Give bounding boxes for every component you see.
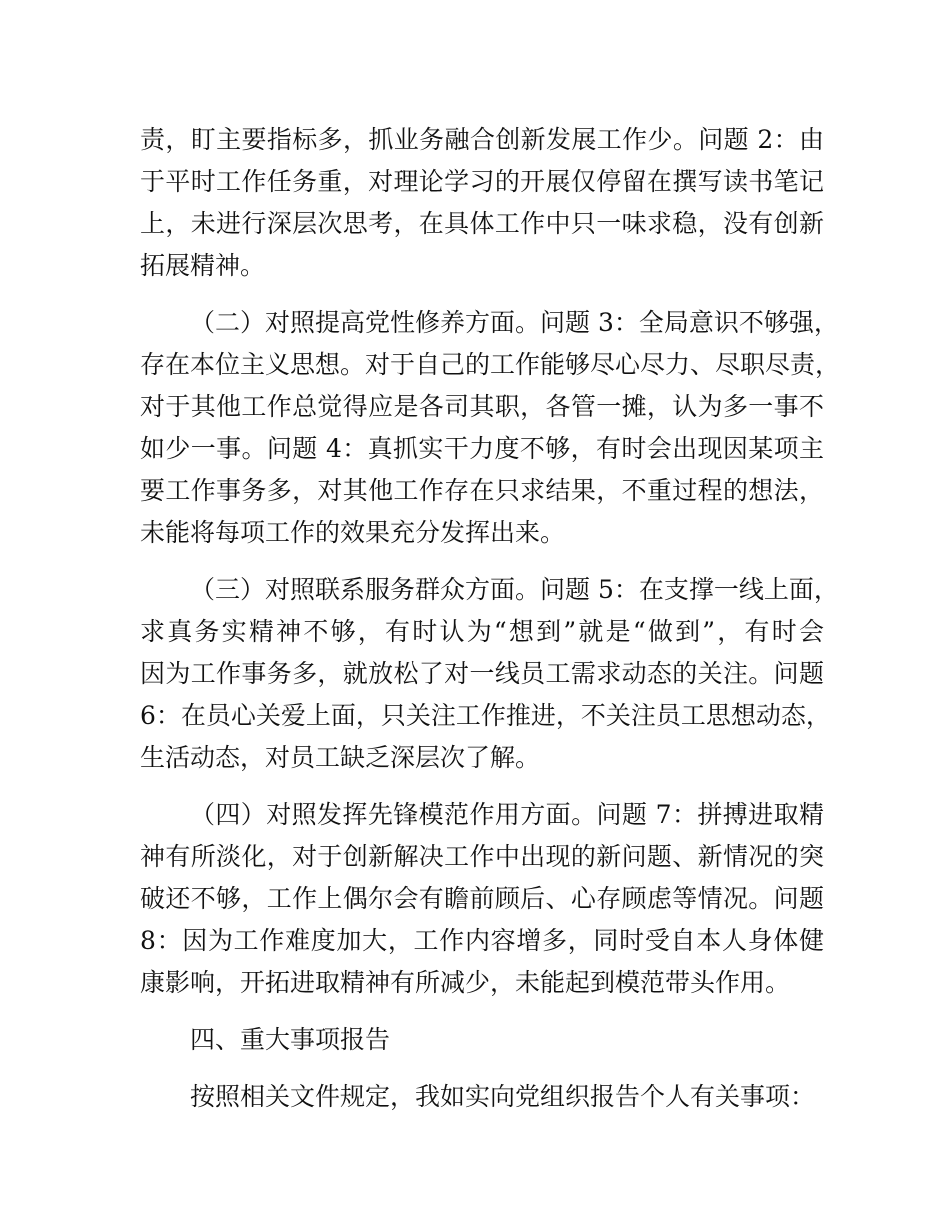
paragraph [140, 794, 824, 1004]
text-line: 8：因为工作难度加大，工作内容增多，同时受自本人身体健 [140, 926, 824, 955]
text-line: （三）对照联系服务群众方面。问题 5：在支撑一线上面， [190, 575, 839, 604]
text-line: 破还不够，工作上偶尔会有瞻前顾后、心存顾虑等情况。问题 [140, 884, 824, 913]
document-body [140, 119, 841, 1133]
text-line: 未能将每项工作的效果充分发挥出来。 [140, 518, 566, 547]
text-line: 求真务实精神不够，有时认为“想到”就是“做到”，有时会 [140, 617, 824, 646]
paragraph [140, 119, 824, 287]
section-heading [140, 1019, 824, 1061]
paragraph [140, 569, 839, 779]
text-line: （二）对照提高党性修养方面。问题 3：全局意识不够强， [190, 308, 839, 337]
text-line: 四、重大事项报告 [190, 1025, 391, 1054]
text-line: 康影响，开拓进取精神有所减少，未能起到模范带头作用。 [140, 968, 791, 997]
text-line: 要工作事务多，对其他工作存在只求结果，不重过程的想法， [140, 476, 824, 505]
text-line: 责，盯主要指标多，抓业务融合创新发展工作少。问题 2：由 [140, 125, 824, 154]
text-line: 存在本位主义思想。对于自己的工作能够尽心尽力、尽职尽责， [140, 350, 841, 379]
text-line: 上，未进行深层次思考，在具体工作中只一味求稳，没有创新 [140, 209, 824, 238]
text-line: 对于其他工作总觉得应是各司其职，各管一摊，认为多一事不 [140, 392, 824, 421]
text-line: 如少一事。问题 4：真抓实干力度不够，有时会出现因某项主 [140, 434, 824, 463]
text-line: 生活动态，对员工缺乏深层次了解。 [140, 743, 541, 772]
text-line: 于平时工作任务重，对理论学习的开展仅停留在撰写读书笔记 [140, 167, 824, 196]
text-line: 神有所淡化，对于创新解决工作中出现的新问题、新情况的突 [140, 842, 824, 871]
text-line: 因为工作事务多，就放松了对一线员工需求动态的关注。问题 [140, 659, 824, 688]
paragraph [140, 1076, 824, 1118]
text-line: （四）对照发挥先锋模范作用方面。问题 7：拼搏进取精 [190, 800, 824, 829]
text-line: 6：在员心关爱上面，只关注工作推进，不关注员工思想动态， [140, 701, 831, 730]
paragraph [140, 302, 841, 554]
text-line: 按照相关文件规定，我如实向党组织报告个人有关事项： [190, 1082, 816, 1111]
text-line: 拓展精神。 [140, 251, 266, 280]
